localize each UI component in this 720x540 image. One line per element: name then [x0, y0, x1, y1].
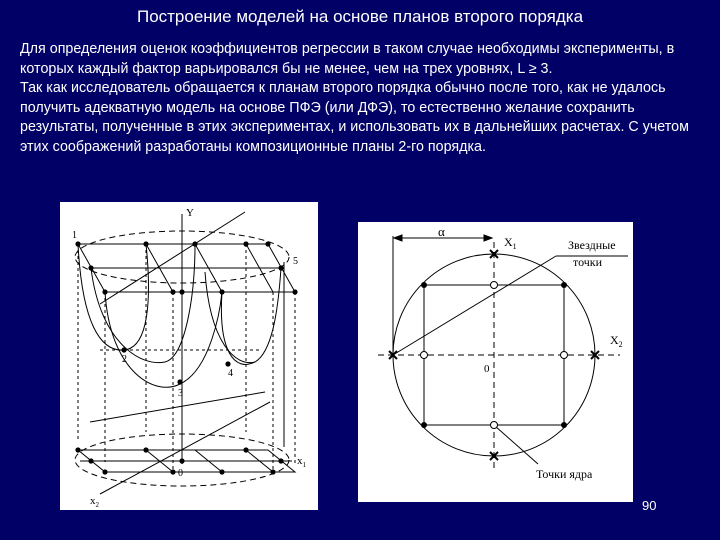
axial-core-point: [421, 352, 428, 359]
grid-point: [278, 265, 283, 270]
back-parabola: [105, 292, 222, 387]
point-label-2: 2: [122, 354, 127, 365]
response-surface-svg: [60, 202, 318, 510]
y-axis-label: Y: [186, 207, 194, 219]
base-point: [75, 447, 80, 452]
core-point: [561, 422, 567, 428]
base-point: [243, 447, 248, 452]
inner-parabola: [205, 272, 255, 363]
paragraph-levels: Для определения оценок коэффициентов регрессии в таком случае необходимы эксперименты, в которых каждый фактор варьировался бы не менее, чем на трех уровнях, L ≥ 3.: [20, 41, 675, 77]
grid-point: [143, 241, 148, 246]
base-point: [170, 469, 175, 474]
point-label-3: 3: [178, 388, 183, 399]
response-surface-figure: [60, 202, 318, 510]
surface-point: [121, 347, 126, 352]
origin-label: 0: [484, 363, 490, 375]
core-points-label: Точки ядра: [536, 467, 593, 481]
star-points-label-line2: точки: [573, 255, 603, 269]
x2-axis-label: $X_2$: [610, 333, 623, 349]
pointer-line-core: [495, 426, 538, 464]
axis-point: [179, 289, 184, 294]
pointer-line-star: [393, 256, 556, 355]
core-point: [421, 422, 427, 428]
base-point: [88, 458, 93, 463]
base-point: [278, 458, 283, 463]
x1-axis-label: $x_1$: [297, 455, 306, 469]
alpha-label: α: [438, 224, 445, 239]
axial-core-point: [491, 422, 498, 429]
grid-point: [102, 289, 107, 294]
grid-point: [243, 241, 248, 246]
base-point: [179, 458, 184, 463]
x2-axis-label: $x_2$: [90, 495, 99, 509]
composite-plan-figure: [358, 222, 633, 502]
base-point: [219, 469, 224, 474]
slide-title: Построение моделей на основе планов второго порядка: [136, 7, 584, 26]
slide-body-text: [20, 40, 710, 158]
point-label-4: 4: [228, 368, 233, 379]
axial-core-point: [491, 282, 498, 289]
grid-point: [292, 289, 297, 294]
star-points-label-line1: Звездные: [568, 238, 616, 252]
base-point: [143, 447, 148, 452]
core-point: [421, 282, 427, 288]
alpha-arrow-head-left: [394, 235, 402, 241]
paragraph-composite-plans: Так как исследователь обращается к планам второго порядка обычно после того, как не удалось получить адекватную модель на основе ПФЭ (или ДФЭ), то естественно желание сохранить результаты, полученные в этих экспериментах, и использовать их в дальнейших расчетах. С учетом этих соображений разработаны композиционные планы 2-го порядка.: [20, 80, 689, 155]
base-point: [270, 469, 275, 474]
grid-point: [75, 241, 80, 246]
grid-point: [265, 241, 270, 246]
grid-point: [192, 241, 197, 246]
grid-point: [88, 265, 93, 270]
point-label-5: 5: [293, 256, 298, 267]
page-number: 90: [642, 498, 657, 513]
surface-point: [225, 361, 230, 366]
point-label-1: 1: [72, 230, 77, 241]
surface-point: [177, 379, 182, 384]
origin-label: 0: [178, 468, 183, 479]
grid-point: [170, 289, 175, 294]
alpha-arrow-head-right: [484, 235, 492, 241]
axial-core-point: [561, 352, 568, 359]
core-point: [561, 282, 567, 288]
base-point: [102, 469, 107, 474]
composite-plan-svg: [358, 222, 633, 502]
x1-axis-label: $X_1$: [504, 235, 517, 251]
grid-point: [219, 289, 224, 294]
